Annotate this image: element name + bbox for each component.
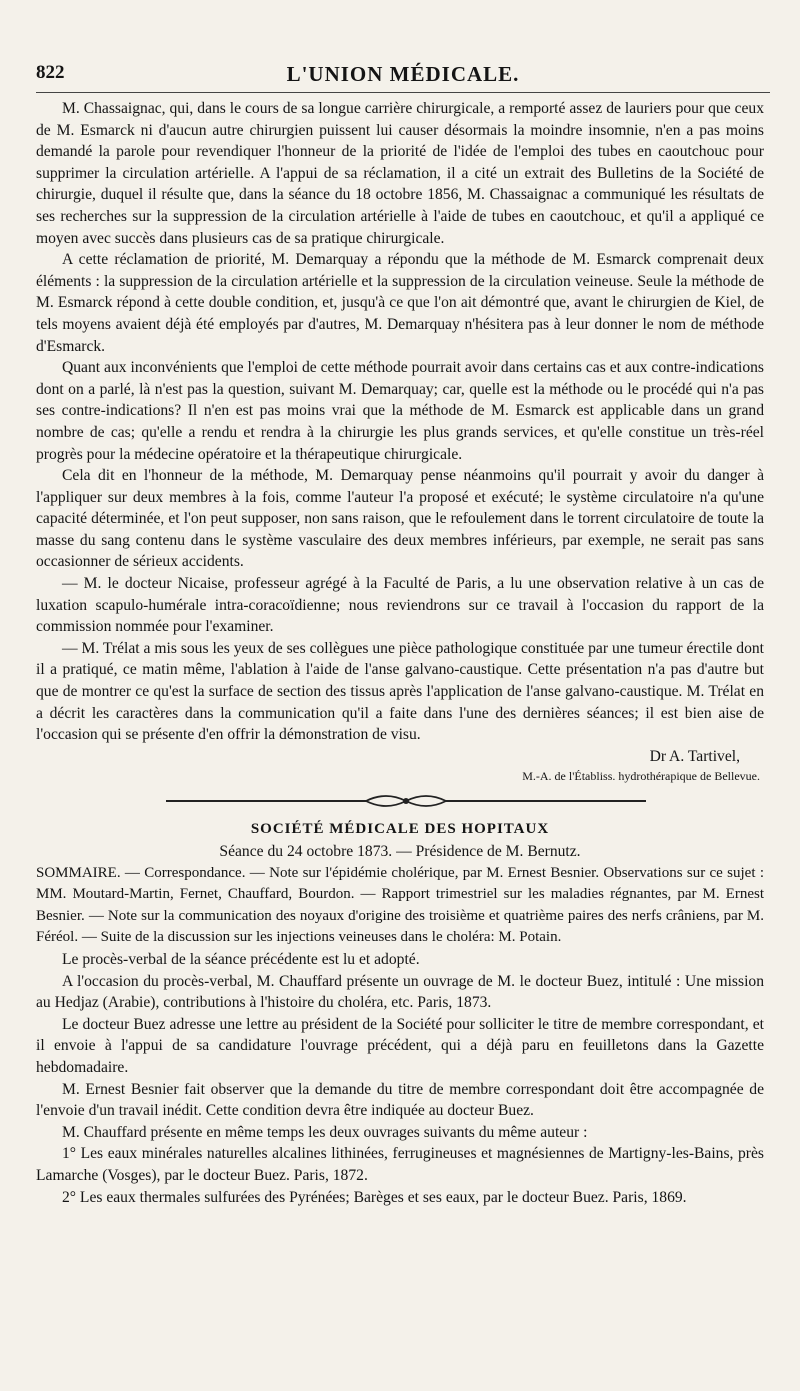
list-item-2: 2° Les eaux thermales sulfurées des Pyrénées; Barèges et ses eaux, par le docteur Buez. Paris, 1869. bbox=[62, 1188, 687, 1206]
signature-name: Dr A. Tartivel, bbox=[649, 747, 740, 765]
paragraph-besnier: M. Ernest Besnier fait observer que la demande du titre de membre correspondant doit être accompagnée de l'envoie d'un travail inédit. Cette condition devra être indiquée au docteur Buez. bbox=[36, 1080, 764, 1120]
section-title: SOCIÉTÉ MÉDICALE DES HOPITAUX bbox=[250, 821, 550, 838]
ornamental-divider bbox=[36, 789, 764, 815]
paragraph-demarquay-reply: A cette réclamation de priorité, M. Demarquay a répondu que la méthode de M. Esmarck comprenait deux éléments : la suppression de la circulation artérielle et la suppression de la circulation veineuse. Seule la méthode de M. Esmarck répond à cette double condition, et, jusqu'à ce que l'on ait démontré que, avant le chirurgien de Kiel, de tels moyens avaient déjà été employés par d'autres, M. Demarquay n'hésitera pas à leur donner le nom de méthode d'Esmarck. bbox=[36, 251, 764, 355]
header-rule bbox=[36, 92, 770, 93]
session-line: Séance du 24 octobre 1873. — Présidence de M. Bernutz. bbox=[219, 843, 581, 860]
paragraph-chauffard-presents: A l'occasion du procès-verbal, M. Chauffard présente un ouvrage de M. le docteur Buez, intitulé : Une mission au Hedjaz (Arabie), contributions à l'histoire du choléra, etc. Paris, 1873. bbox=[36, 972, 764, 1012]
sommaire: SOMMAIRE. — Correspondance. — Note sur l'épidémie cholérique, par M. Ernest Besnier. Observations sur ce sujet : MM. Moutard-Martin, Fernet, Chauffard, Bourdon. — Rapport trimestriel sur les maladies régnantes, par M. Ernest Besnier. — Note sur la communication des noyaux d'origine des troisième et quatrième paires des nerfs crâniens, par M. Féréol. — Suite de la discussion sur les injections veineuses dans le choléra: M. Potain. bbox=[36, 864, 764, 946]
running-title: L'UNION MÉDICALE. bbox=[286, 62, 520, 86]
page-number: 822 bbox=[36, 62, 65, 83]
page-header bbox=[36, 62, 770, 90]
signature-title: M.-A. de l'Établiss. hydrothérapique de Bellevue. bbox=[522, 769, 760, 784]
divider-ornament bbox=[166, 789, 646, 813]
paragraph-inconvenients: Quant aux inconvénients que l'emploi de cette méthode pourrait avoir dans certains cas et aux contre-indications dont on a parlé, là n'est pas la question, suivant M. Demarquay; car, quelle est la méthode ou le procédé qui n'a pas ses contre-indications? Il n'en est pas moins vrai que la méthode de M. Esmarck est applicable dans un grand nombre de cas; qu'elle a rendu et rendra à la chirurgie les plus grands services, et qu'elle constitue un très-réel progrès pour la médecine opératoire et la thérapeutique chirurgicale. bbox=[36, 359, 764, 463]
paragraph-two-works: M. Chauffard présente en même temps les deux ouvrages suivants du même auteur : bbox=[62, 1123, 588, 1141]
paragraph-chassaignac: M. Chassaignac, qui, dans le cours de sa longue carrière chirurgicale, a remporté assez de lauriers pour que ceux de M. Esmarck ni d'aucun autre chirurgien puissent lui causer désormais la moindre insomnie, n'en a pas moins demandé la parole pour revendiquer l'honneur de la priorité de l'idée de l'emploi des tubes en caoutchouc pour supprimer la circulation artérielle. A l'appui de sa réclamation, il a cité un extrait des Bulletins de la Société de chirurgie, duquel il résulte que, dans la séance du 18 octobre 1856, M. Chassaignac a communiqué les résultats de ses recherches sur la suppression de la circulation artérielle à l'aide de tubes en caoutchouc, et qu'il a appliqué ce moyen avec succès dans plusieurs cas de sa pratique chirurgicale. bbox=[36, 100, 764, 247]
paragraph-trelat: — M. Trélat a mis sous les yeux de ses collègues une pièce pathologique constituée par une tumeur érectile dont il a pratiqué, ce matin même, l'ablation à l'aide de l'anse galvano-caustique. Cette présentation n'a pas d'autre but que de montrer ce qu'est la surface de section des tissus après l'application de l'anse galvano-caustique. M. Trélat en a décrit les caractères dans la communication qu'il a faite dans l'une des dernières séances; il est bien aise de l'occasion qui se présente d'en offrir la démonstration de visu. bbox=[36, 639, 764, 744]
list-item-1: 1° Les eaux minérales naturelles alcalines lithinées, ferrugineuses et magnésiennes de Martigny-les-Bains, près Lamarche (Vosges), par le docteur Buez. Paris, 1872. bbox=[36, 1145, 764, 1184]
minutes-adopted: Le procès-verbal de la séance précédente est lu et adopté. bbox=[62, 950, 420, 968]
paragraph-nicaise: — M. le docteur Nicaise, professeur agrégé à la Faculté de Paris, a lu une observation relative à un cas de luxation scapulo-humérale intra-coracoïdienne; nous reviendrons sur ce travail à l'occasion du rapport de la commission nommée pour l'examiner. bbox=[36, 575, 764, 636]
paragraph-danger: Cela dit en l'honneur de la méthode, M. Demarquay pense néanmoins qu'il pourrait y avoir du danger à l'appliquer sur deux membres à la fois, comme l'auteur l'a proposé et exécuté; le système circulatoire n'a qu'une capacité déterminée, et l'on peut supposer, non sans raison, que le refoulement dans le torrent circulatoire de toute la masse du sang contenu dans le système vasculaire des deux membres inférieurs, par exemple, ne serait pas sans occasionner de sérieux accidents. bbox=[36, 467, 764, 571]
text-column bbox=[36, 98, 764, 1208]
paragraph-buez-letter: Le docteur Buez adresse une lettre au président de la Société pour solliciter le titre de membre correspondant, et il envoie à l'appui de sa candidature l'ouvrage précédent, qui a déjà paru en feuilletons dans la Gazette hebdomadaire. bbox=[36, 1015, 764, 1076]
